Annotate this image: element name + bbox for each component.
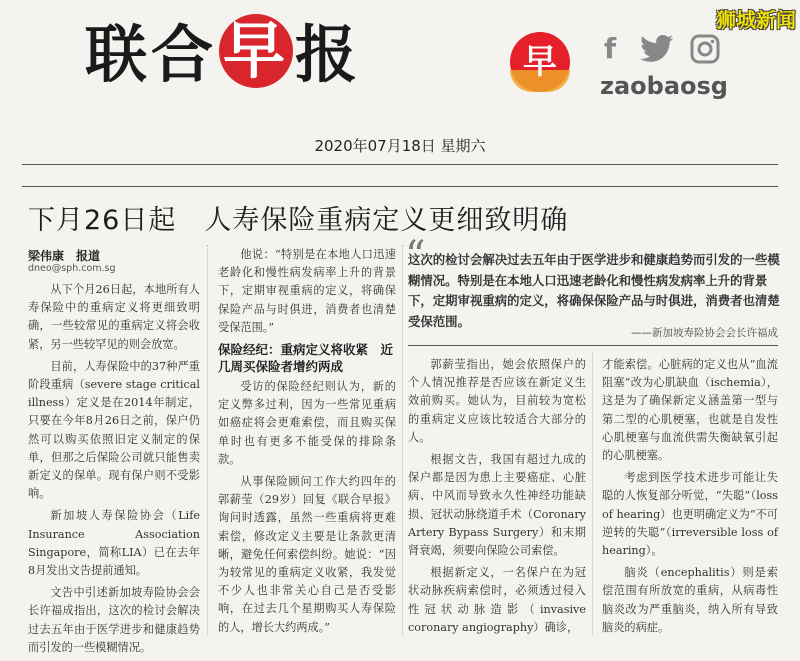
top-rule — [22, 164, 778, 165]
paragraph: 根据新定义，一名保户在为冠状动脉疾病索偿时，必须透过侵入性冠状动脉造影（invasive coronary angiography）确诊， — [408, 566, 586, 634]
paragraph: 受访的保险经纪则认为，新的定义弊多过利，因为一些常见重病如癌症将会更难索偿，而且购买保单时也有更多不能受保的排除条款。 — [218, 380, 396, 466]
paragraph: 他说：“特别是在本地人口迅速老龄化和慢性病发病率上升的背景下，定期审视重病的定义，将确保保险产品与时俱进，消费者也清楚受保范围。” — [218, 248, 396, 334]
dateline: 2020年07月18日 星期六 — [314, 137, 486, 155]
column-divider — [592, 352, 593, 635]
social-handle: zaobaosg — [600, 72, 728, 100]
instagram-icon[interactable] — [690, 34, 720, 68]
column-divider — [207, 245, 208, 635]
paragraph: 考虑到医学技术进步可能让失聪的人恢复部分听觉，“失聪”（loss of hearing）也更明确定义为“不可逆转的失聪”（irreversible loss of hearing）。 — [602, 471, 778, 558]
article-column-3 — [408, 356, 586, 641]
quote-attribution: ——新加坡寿险协会会长许福成 — [631, 327, 778, 339]
quote-rule — [408, 345, 778, 346]
title-zao-mark: 早 — [219, 14, 293, 88]
section-rule — [22, 186, 778, 187]
article-column-1 — [28, 281, 200, 661]
paragraph: 郭薪莹指出，她会依照保户的个人情况推荐是否应该在新定义生效前购买。她认为，目前较为宽松的重病定义应该比较适合大部分的人。 — [408, 358, 586, 444]
paragraph: 从事保险顾问工作大约四年的郭薪莹（29岁）回复《联合早报》询问时透露，虽然一些重病将更难索偿，修改定义主要是让条款更清晰，避免任何索偿纠纷。她说：“因为较常见的重病定义收紧，我发觉不少人也非常关心自己是否受影响，在过去几个星期购买人寿保险的人，增长大约两成。” — [218, 475, 396, 634]
paragraph: 文告中引述新加坡寿险协会会长许福成指出，这次的检讨会解决过去五年由于医学进步和健康趋势而引发的一些模糊情况。 — [28, 586, 200, 654]
paragraph: 目前，人寿保险中的37种严重阶段重病（severe stage critical illness）定义是在2014年制定，只要在今年8月26日之前，保户仍然可以购买依照旧定义制定的保单，但那之后保险公司就只能售卖新定义的保单。现有保户则不受影响。 — [28, 359, 200, 501]
paragraph: 根据文告，我国有超过九成的保户都是因为患上主要癌症、心脏病、中风而导致永久性神经功能缺损、冠状动脉绕道手术（Coronary Artery Bypass Surgery）和末期肾衰竭，须要向保险公司索偿。 — [408, 453, 586, 558]
zaobao-logo[interactable] — [510, 32, 570, 92]
byline: 梁伟康 报道 — [28, 249, 101, 263]
masthead — [0, 0, 800, 110]
title-part-2: 报 — [295, 18, 362, 91]
newspaper-title — [85, 14, 362, 92]
quote-mark-icon: “ — [405, 233, 426, 279]
paragraph: 脑炎（encephalitis）则是索偿范围有所放宽的重病，从病毒性脑炎改为严重脑炎，纳入所有导致脑炎的病症。 — [602, 566, 778, 634]
article-column-4 — [602, 356, 778, 641]
pull-quote: 这次的检讨会解决过去五年由于医学进步和健康趋势而引发的一些模糊情况。特别是在本地人口迅速老龄化和慢性病发病率上升的背景下，定期审视重病的定义，将确保保险产品与时俱进，消费者也清楚受保范围。 — [408, 252, 780, 329]
social-icons — [598, 32, 728, 66]
article-column-2-bottom — [218, 378, 396, 641]
twitter-icon[interactable] — [640, 35, 674, 67]
logo-char: 早 — [523, 42, 557, 82]
facebook-icon[interactable]: f — [604, 32, 617, 65]
paragraph: 新加坡人寿保险协会（Life Insurance Association Singapore，简称LIA）已在去年8月发出文告提前通知。 — [28, 509, 200, 578]
column-divider — [402, 245, 403, 635]
paragraph: 才能索偿。心脏病的定义也从“血流阻塞”改为心肌缺血（ischemia），这是为了确保新定义涵盖第一型与第二型的心肌梗塞，也就是自发性心肌梗塞与血流供需失衡缺氧引起的心肌梗塞。 — [602, 358, 778, 463]
channel-watermark: 狮城新闻 — [716, 8, 796, 32]
headline: 下月26日起 人寿保险重病定义更细致明确 — [28, 205, 569, 236]
author-email: dneo@sph.com.sg — [28, 263, 116, 274]
title-part-1: 联合 — [85, 18, 218, 91]
subheading: 保险经纪：重病定义将收紧 近几周买保险者增约两成 — [218, 342, 394, 374]
paragraph: 从下个月26日起，本地所有人寿保险中的重病定义将更细致明确，一些较常见的重病定义将会收紧，另一些较罕见的则会放宽。 — [28, 283, 200, 351]
article-column-2-top — [218, 246, 396, 341]
